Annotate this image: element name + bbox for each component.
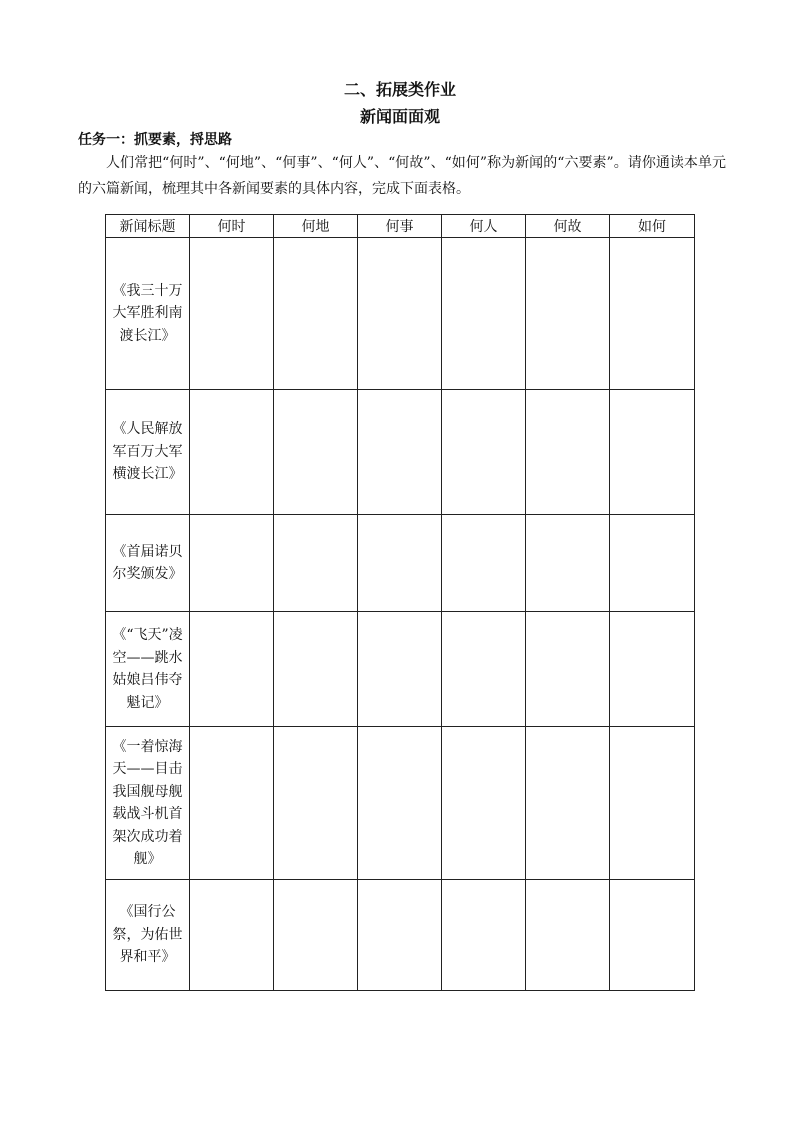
why-cell[interactable] <box>526 612 610 727</box>
where-cell[interactable] <box>274 390 358 515</box>
task-instruction: 人们常把“何时”、“何地”、“何事”、“何人”、“何故”、“如何”称为新闻的“六要素”。请你通读本单元的六篇新闻，梳理其中各新闻要素的具体内容，完成下面表格。 <box>78 155 726 197</box>
why-cell[interactable] <box>526 390 610 515</box>
news-title-cell: 《我三十万大军胜利南渡长江》 <box>106 238 190 390</box>
header-what: 何事 <box>358 215 442 238</box>
header-where: 何地 <box>274 215 358 238</box>
why-cell[interactable] <box>526 727 610 880</box>
who-cell[interactable] <box>442 238 526 390</box>
table-row <box>106 515 695 612</box>
table-row <box>106 880 695 991</box>
what-cell[interactable] <box>358 880 442 991</box>
header-who: 何人 <box>442 215 526 238</box>
where-cell[interactable] <box>274 880 358 991</box>
news-title-cell: 《国行公祭，为佑世界和平》 <box>106 880 190 991</box>
news-elements-table <box>105 214 695 991</box>
what-cell[interactable] <box>358 238 442 390</box>
how-cell[interactable] <box>610 880 695 991</box>
table-row <box>106 390 695 515</box>
where-cell[interactable] <box>274 727 358 880</box>
who-cell[interactable] <box>442 880 526 991</box>
table-row <box>106 238 695 390</box>
header-when: 何时 <box>190 215 274 238</box>
news-title-cell: 《首届诺贝尔奖颁发》 <box>106 515 190 612</box>
news-title-cell: 《一着惊海天——目击我国舰母舰载战斗机首架次成功着舰》 <box>106 727 190 880</box>
why-cell[interactable] <box>526 238 610 390</box>
when-cell[interactable] <box>190 515 274 612</box>
where-cell[interactable] <box>274 515 358 612</box>
section-title: 二、拓展类作业 <box>343 80 456 99</box>
table-header-row <box>106 215 695 238</box>
news-title-cell: 《人民解放军百万大军横渡长江》 <box>106 390 190 515</box>
why-cell[interactable] <box>526 515 610 612</box>
who-cell[interactable] <box>442 390 526 515</box>
when-cell[interactable] <box>190 727 274 880</box>
where-cell[interactable] <box>274 238 358 390</box>
table-row <box>106 612 695 727</box>
how-cell[interactable] <box>610 612 695 727</box>
what-cell[interactable] <box>358 390 442 515</box>
when-cell[interactable] <box>190 390 274 515</box>
page-subtitle: 新闻面面观 <box>359 107 440 126</box>
why-cell[interactable] <box>526 880 610 991</box>
where-cell[interactable] <box>274 612 358 727</box>
when-cell[interactable] <box>190 238 274 390</box>
news-title-cell: 《“飞天”凌空——跳水姑娘吕伟夺魁记》 <box>106 612 190 727</box>
who-cell[interactable] <box>442 515 526 612</box>
what-cell[interactable] <box>358 727 442 880</box>
header-news-title: 新闻标题 <box>106 215 190 238</box>
how-cell[interactable] <box>610 238 695 390</box>
how-cell[interactable] <box>610 390 695 515</box>
how-cell[interactable] <box>610 515 695 612</box>
header-how: 如何 <box>610 215 695 238</box>
task-heading: 任务一：抓要素，捋思路 <box>78 132 232 148</box>
what-cell[interactable] <box>358 515 442 612</box>
how-cell[interactable] <box>610 727 695 880</box>
who-cell[interactable] <box>442 727 526 880</box>
header-why: 何故 <box>526 215 610 238</box>
who-cell[interactable] <box>442 612 526 727</box>
when-cell[interactable] <box>190 612 274 727</box>
what-cell[interactable] <box>358 612 442 727</box>
table-row <box>106 727 695 880</box>
when-cell[interactable] <box>190 880 274 991</box>
